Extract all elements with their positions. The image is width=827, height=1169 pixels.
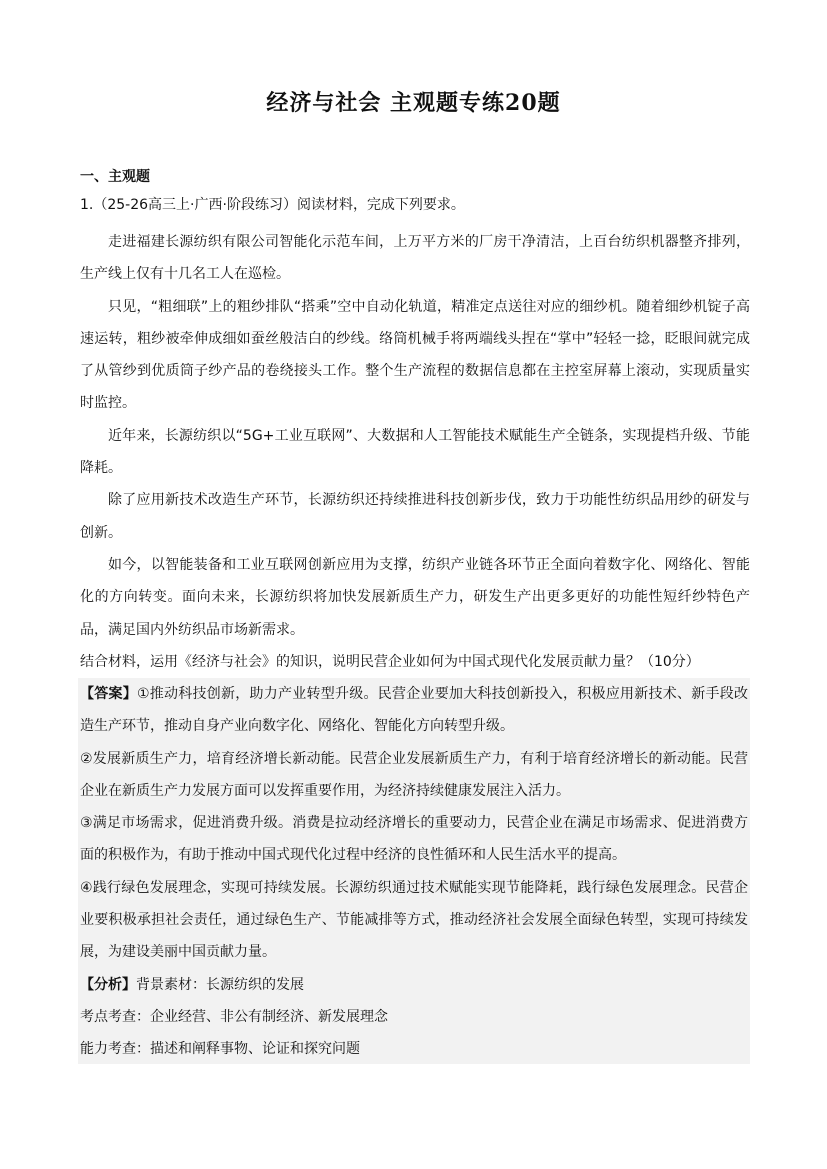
- analysis-tag: 【分析】: [80, 976, 136, 993]
- answer-section: [80, 678, 748, 1066]
- answer-tag: 【答案】: [80, 686, 137, 702]
- analysis-background: [80, 969, 748, 1001]
- answer-point-4: ④践行绿色发展理念，实现可持续发展。长源纺织通过技术赋能实现节能降耗，践行绿色发展理念。民营企业要积极承担社会责任，通过绿色生产、节能减排等方式，推动经济社会发展全面绿色转型，实现可持续发展，为建设美丽中国贡献力量。: [80, 879, 748, 961]
- answer-point-1-text: ①推动科技创新，助力产业转型升级。民营企业要加大科技创新投入，积极应用新技术、新手段改造生产环节，推动自身产业向数字化、网络化、智能化方向转型升级。: [80, 686, 748, 735]
- material-paragraph: 如今，以智能装备和工业互联网创新应用为支撑，纺织产业链各环节正全面向着数字化、网络化、智能化的方向转变。面向未来，长源纺织将加快发展新质生产力，研发生产出更多更好的功能性短纤纱特色产品，满足国内外纺织品市场新需求。: [80, 556, 750, 638]
- question-header: 1.（25-26高三上·广西·阶段练习）阅读材料，完成下列要求。: [80, 197, 465, 213]
- answer-point-2: ②发展新质生产力，培育经济增长新动能。民营企业发展新质生产力，有利于培育经济增长的新动能。民营企业在新质生产力发展方面可以发挥重要作用，为经济持续健康发展注入活力。: [80, 750, 748, 799]
- analysis-ability: 能力考查：描述和阐释事物、论证和探究问题: [80, 1041, 360, 1058]
- material-paragraph: 近年来，长源纺织以“5G+工业互联网”、大数据和人工智能技术赋能生产全链条，实现提档升级、节能降耗。: [80, 427, 750, 477]
- analysis-test-points: 考点考查：企业经营、非公有制经济、新发展理念: [80, 1008, 388, 1025]
- material-paragraph: 只见，“粗细联”上的粗纱排队“搭乘”空中自动化轨道，精准定点送往对应的细纱机。随着细纱机锭子高速运转，粗纱被牵伸成细如蚕丝般洁白的纱线。络筒机械手将两端线头捏在“掌中”轻轻一捻，眨眼间就完成了从管纱到优质筒子纱产品的卷绕接头工作。整个生产流程的数据信息都在主控室屏幕上滚动，实现质量实时监控。: [80, 298, 750, 412]
- material-paragraph: 走进福建长源纺织有限公司智能化示范车间，上万平方米的厂房干净清洁，上百台纺织机器整齐排列，生产线上仅有十几名工人在巡检。: [80, 234, 750, 283]
- answer-point-3: ③满足市场需求，促进消费升级。消费是拉动经济增长的重要动力，民营企业在满足市场需求、促进消费方面的积极作为，有助于推动中国式现代化过程中经济的良性循环和人民生活水平的提高。: [80, 815, 748, 864]
- answer-point-1: [80, 678, 748, 743]
- analysis-background-text: 背景素材：长源纺织的发展: [136, 976, 304, 993]
- material-paragraph: 除了应用新技术改造生产环节，长源纺织还持续推进科技创新步伐，致力于功能性纺织品用纱的研发与创新。: [80, 492, 750, 541]
- question-prompt: 结合材料，运用《经济与社会》的知识，说明民营企业如何为中国式现代化发展贡献力量？（10分）: [80, 653, 700, 670]
- reading-material: [80, 226, 750, 678]
- section-heading: 一、主观题: [80, 169, 150, 185]
- document-title: 经济与社会 主观题专练20题: [266, 90, 561, 116]
